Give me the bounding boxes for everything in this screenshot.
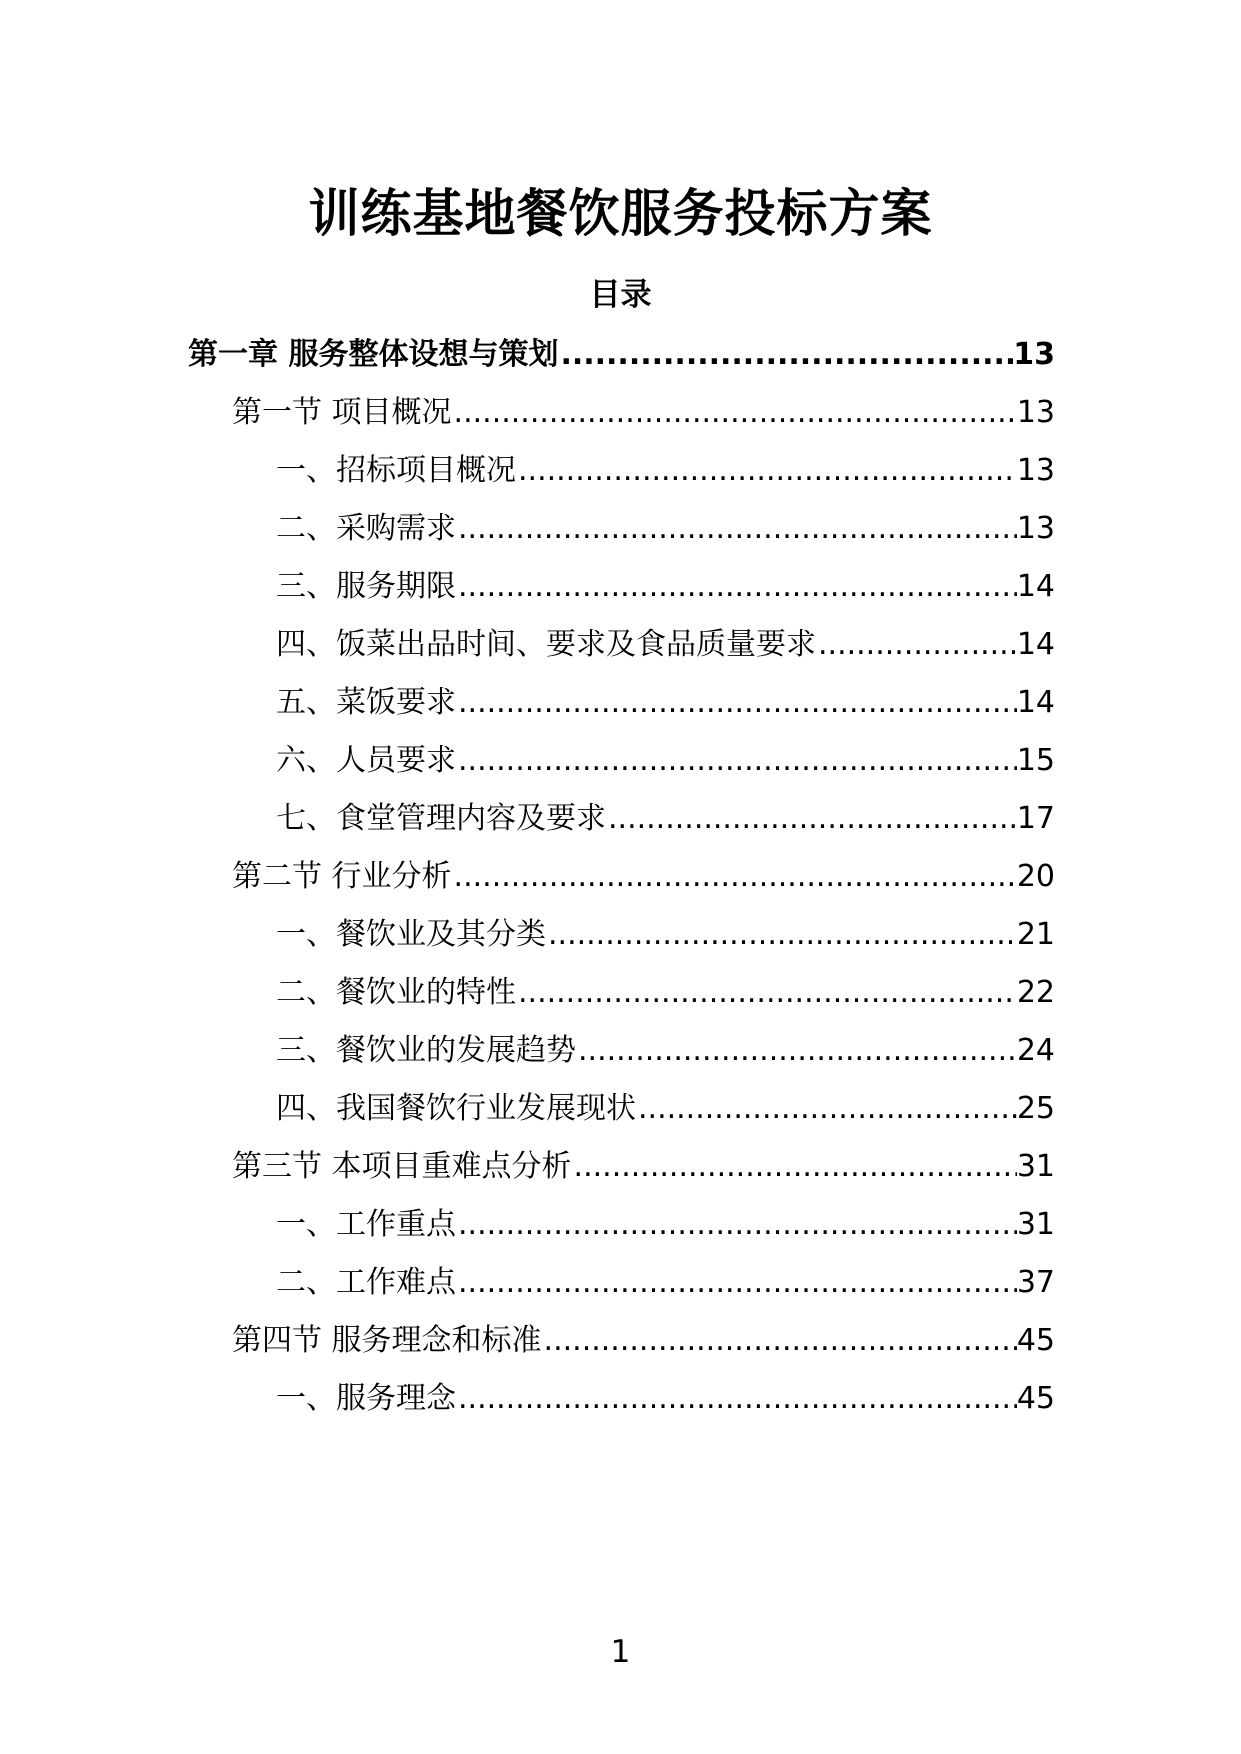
toc-entry-page: 37 <box>1016 1265 1055 1300</box>
toc-entry-subsection[interactable] <box>276 1259 1055 1307</box>
toc-entry-subsection[interactable] <box>276 505 1055 553</box>
toc-entry-subsection[interactable] <box>276 911 1055 959</box>
toc-leader-dots <box>456 1259 1017 1307</box>
toc-entry-title: 一、工作重点 <box>276 1207 456 1242</box>
toc-entry-page: 22 <box>1016 975 1055 1010</box>
toc-entry-title: 一、餐饮业及其分类 <box>276 917 546 952</box>
toc-leader-dots <box>456 737 1017 785</box>
toc-leader-dots <box>452 853 1017 901</box>
toc-leader-dots <box>456 1375 1017 1423</box>
toc-entry-title: 第一节 项目概况 <box>232 395 452 430</box>
toc-leader-dots <box>456 1201 1017 1249</box>
toc-entry-chapter-1[interactable] <box>188 331 1055 379</box>
toc-entry-section[interactable] <box>232 1143 1055 1191</box>
toc-leader-dots <box>816 621 1017 669</box>
toc-entry-page: 21 <box>1016 917 1055 952</box>
toc-entry-page: 13 <box>1013 337 1055 372</box>
toc-entry-page: 31 <box>1016 1149 1055 1184</box>
toc-entry-section[interactable] <box>232 1317 1055 1365</box>
toc-leader-dots <box>572 1143 1017 1191</box>
toc-entry-subsection[interactable] <box>276 1375 1055 1423</box>
toc-entry-page: 25 <box>1016 1091 1055 1126</box>
toc-entry-subsection[interactable] <box>276 563 1055 611</box>
toc-entry-title: 一、招标项目概况 <box>276 453 516 488</box>
toc-entry-page: 13 <box>1016 395 1055 430</box>
toc-entry-title: 第三节 本项目重难点分析 <box>232 1149 572 1184</box>
toc-entry-subsection[interactable] <box>276 969 1055 1017</box>
document-title: 训练基地餐饮服务投标方案 <box>308 185 933 244</box>
toc-heading: 目录 <box>589 277 652 313</box>
toc-entry-title: 四、我国餐饮行业发展现状 <box>276 1091 636 1126</box>
page-number: 1 <box>610 1634 631 1670</box>
toc-entry-subsection[interactable] <box>276 1201 1055 1249</box>
toc-leader-dots <box>516 969 1017 1017</box>
toc-entry-page: 13 <box>1016 511 1055 546</box>
toc-leader-dots <box>606 795 1017 843</box>
toc-entry-subsection[interactable] <box>276 1027 1055 1075</box>
toc-entry-title: 一、服务理念 <box>276 1381 456 1416</box>
toc-entry-subsection[interactable] <box>276 621 1055 669</box>
toc-leader-dots <box>546 911 1017 959</box>
toc-entry-page: 14 <box>1016 627 1055 662</box>
toc-entry-title: 二、餐饮业的特性 <box>276 975 516 1010</box>
toc-entry-subsection[interactable] <box>276 679 1055 727</box>
toc-entry-page: 13 <box>1016 453 1055 488</box>
toc-entry-title: 三、服务期限 <box>276 569 456 604</box>
toc-entry-title: 七、食堂管理内容及要求 <box>276 801 606 836</box>
toc-entry-title: 二、采购需求 <box>276 511 456 546</box>
toc-entry-title: 五、菜饭要求 <box>276 685 456 720</box>
toc-entry-title: 第二节 行业分析 <box>232 859 452 894</box>
toc-entry-page: 20 <box>1016 859 1055 894</box>
toc-leader-dots <box>558 331 1013 379</box>
toc-entry-title: 二、工作难点 <box>276 1265 456 1300</box>
toc-leader-dots <box>542 1317 1017 1365</box>
toc-leader-dots <box>456 679 1017 727</box>
toc-entry-title: 第四节 服务理念和标准 <box>232 1323 542 1358</box>
toc-entry-title: 四、饭菜出品时间、要求及食品质量要求 <box>276 627 816 662</box>
toc-leader-dots <box>452 389 1017 437</box>
toc-entry-page: 31 <box>1016 1207 1055 1242</box>
toc-entry-page: 14 <box>1016 685 1055 720</box>
toc-entry-page: 17 <box>1016 801 1055 836</box>
toc-leader-dots <box>456 563 1017 611</box>
toc-leader-dots <box>456 505 1017 553</box>
toc-entry-subsection[interactable] <box>276 737 1055 785</box>
toc-entry-page: 24 <box>1016 1033 1055 1068</box>
toc-entry-page: 45 <box>1016 1323 1055 1358</box>
toc-leader-dots <box>576 1027 1017 1075</box>
toc-entry-title: 六、人员要求 <box>276 743 456 778</box>
toc-entry-subsection[interactable] <box>276 1085 1055 1133</box>
toc-entry-page: 14 <box>1016 569 1055 604</box>
toc-entry-page: 15 <box>1016 743 1055 778</box>
toc-entry-section[interactable] <box>232 389 1055 437</box>
toc-entry-section[interactable] <box>232 853 1055 901</box>
toc-entry-subsection[interactable] <box>276 447 1055 495</box>
toc-entry-page: 45 <box>1016 1381 1055 1416</box>
toc-leader-dots <box>516 447 1017 495</box>
toc-entry-title: 三、餐饮业的发展趋势 <box>276 1033 576 1068</box>
toc-entry-title: 第一章 服务整体设想与策划 <box>188 337 559 372</box>
toc-entry-subsection[interactable] <box>276 795 1055 843</box>
toc-leader-dots <box>636 1085 1017 1133</box>
